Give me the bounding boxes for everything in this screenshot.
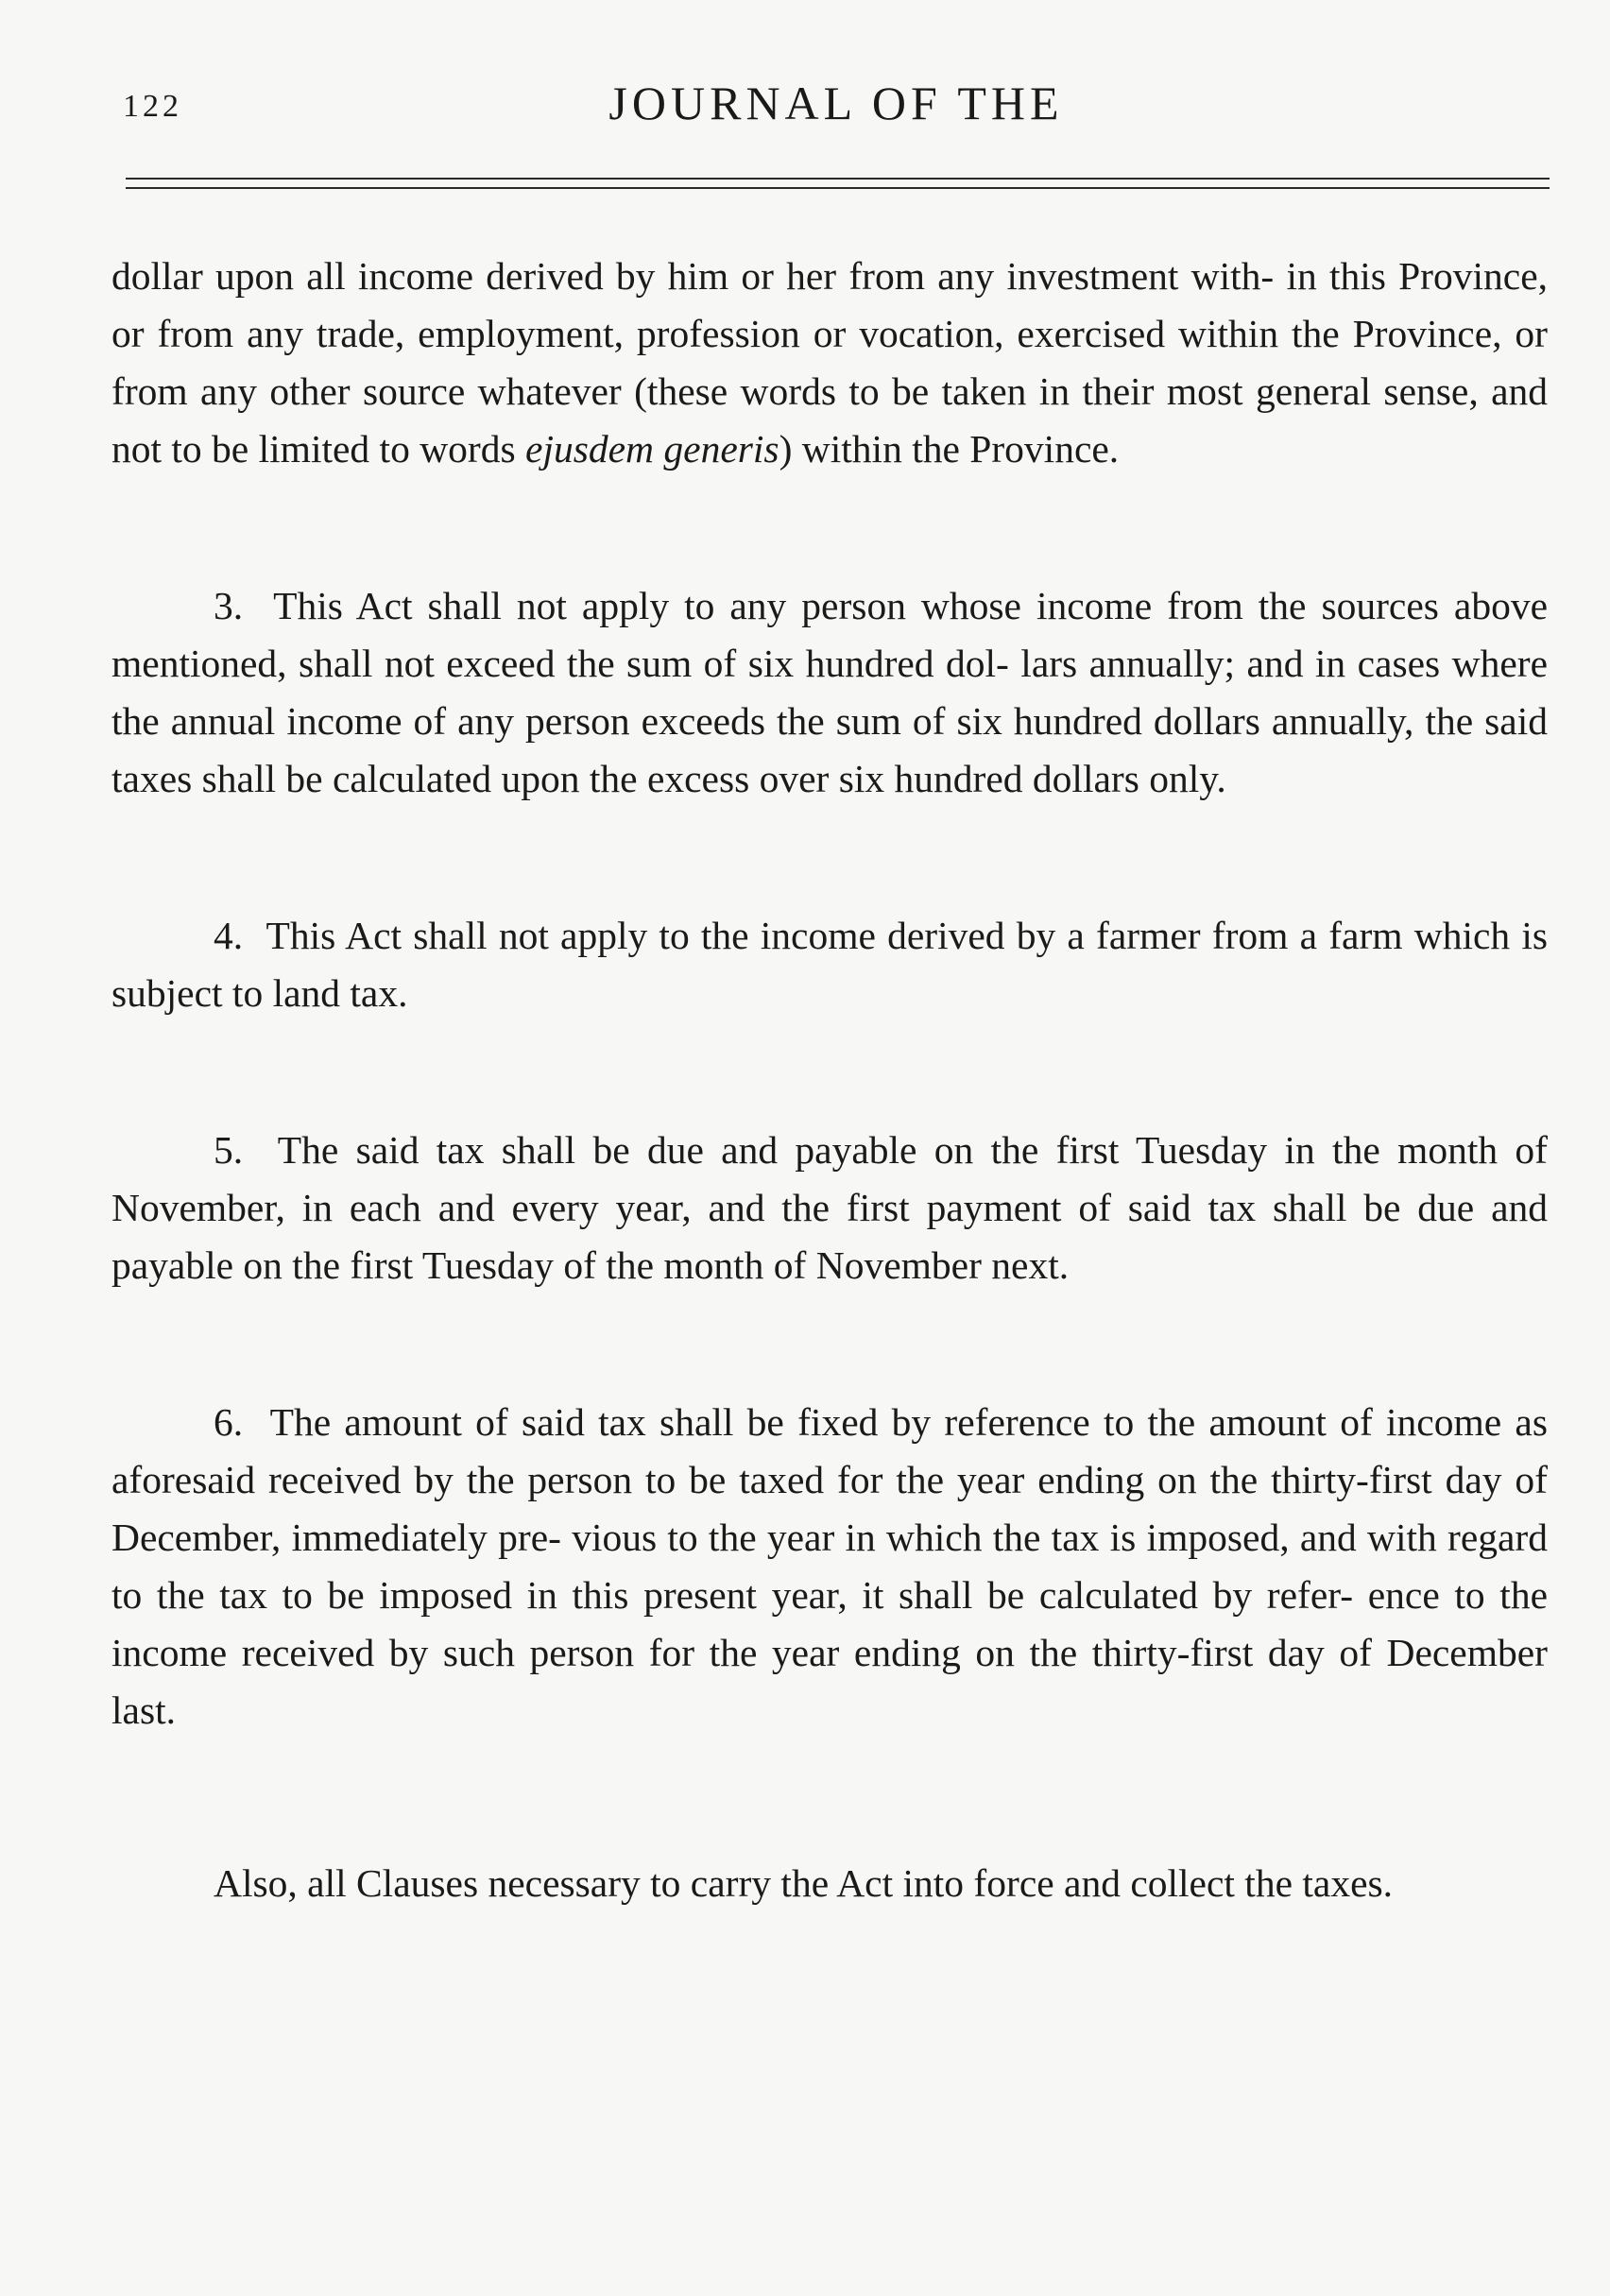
- paragraph-text: ) within the Province.: [779, 427, 1120, 471]
- paragraph-gap: [111, 1739, 1548, 1855]
- header-rule: [126, 178, 1550, 189]
- section-text: The amount of said tax shall be fixed by reference to the amount of income as aforesaid received by the person to be taxed for the year ending on the thirty-first day of December, immediately pre- vious to the year in which the tax is imposed, and with regard to the tax to be imposed in this present year, it shall be calculated by refer- ence to the income received by such person for the year ending on the thirty-first day of December last.: [111, 1400, 1548, 1732]
- italic-phrase: ejusdem generis: [525, 427, 779, 471]
- paragraph-gap: [111, 1022, 1548, 1122]
- section-number: 5.: [214, 1128, 244, 1172]
- section-number: 6.: [214, 1400, 244, 1444]
- paragraph-gap: [111, 1294, 1548, 1394]
- paragraph-text: dollar upon all income derived by him or her from any investment with- in this Province, or from any trade, employment, profession or vocation, exercised within the Province, or from any other source whatever (these words to be taken in their most general sense, and not to be limited to words: [111, 254, 1548, 471]
- paragraph-gap: [111, 808, 1548, 907]
- section-number: 4.: [214, 914, 244, 957]
- section-number: 3.: [214, 584, 244, 627]
- section-5: [111, 1122, 1548, 1294]
- section-6: [111, 1394, 1548, 1739]
- section-text: The said tax shall be due and payable on the first Tuesday in the month of November, in each and every year, and the first payment of said tax shall be due and payable on the first Tuesday of the month of November next.: [111, 1128, 1549, 1287]
- section-text: This Act shall not apply to any person whose income from the sources above mentioned, shall not exceed the sum of six hundred dol- lars annually; and in cases where the annual income of any person exceeds the sum of six hundred dollars annually, the said taxes shall be calculated upon the excess over six hundred dollars only.: [111, 584, 1549, 800]
- running-head: [123, 76, 1550, 142]
- section-4: [111, 907, 1548, 1022]
- closing-paragraph: Also, all Clauses necessary to carry the Act into force and collect the taxes.: [214, 1861, 1394, 1905]
- section-3: [111, 577, 1548, 808]
- page-number: 122: [123, 89, 182, 124]
- journal-title: JOURNAL OF THE: [608, 77, 1064, 129]
- section-text: This Act shall not apply to the income derived by a farmer from a farm which is subject to land tax.: [111, 914, 1549, 1015]
- paragraph-gap: [111, 478, 1548, 577]
- body-text: [111, 248, 1548, 1912]
- paragraph-continuation: [111, 248, 1548, 478]
